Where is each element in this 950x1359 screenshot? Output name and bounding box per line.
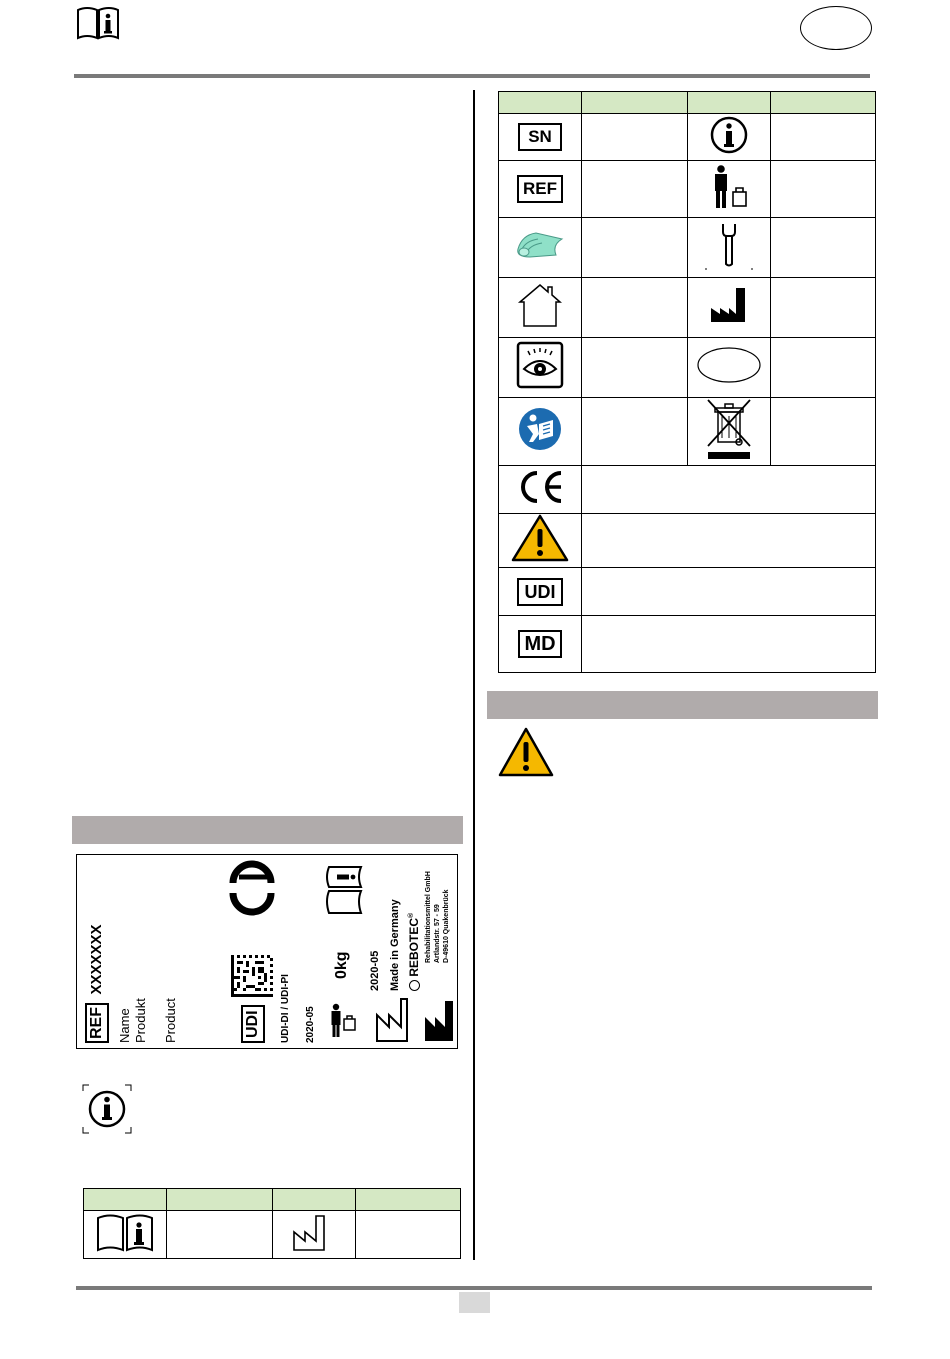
- label-produkt: Produkt: [133, 998, 148, 1043]
- brand-name: REBOTEC: [407, 917, 421, 977]
- label-made-in: Made in Germany: [389, 899, 401, 991]
- label-manual-icon: [325, 863, 365, 922]
- visual-inspection-eye-icon: [516, 341, 564, 389]
- label-date-code: 2020-05: [305, 1006, 316, 1043]
- wrench-icon: [704, 220, 754, 270]
- header-rule: [74, 74, 870, 78]
- label-user-weight-icon: [329, 1003, 357, 1044]
- udi-symbol: UDI: [517, 578, 563, 606]
- label-ref-code: XXXXXXX: [88, 924, 105, 995]
- manufacture-date-icon: [292, 1212, 336, 1252]
- left-symbols-table: [83, 1188, 461, 1259]
- page-number-box: [459, 1292, 490, 1313]
- read-manual-mandatory-icon: [517, 406, 563, 452]
- label-manufacture-date-icon: [375, 995, 409, 1048]
- label-company-line-1: Rehabilitationsmittel GmbH: [425, 871, 432, 963]
- label-ref-group: [85, 925, 109, 1044]
- medical-device-symbol: MD: [518, 630, 562, 658]
- language-oval: [800, 6, 872, 50]
- column-divider: [473, 90, 475, 1260]
- datamatrix-code: [231, 955, 273, 997]
- ce-mark-icon: [229, 857, 275, 922]
- label-udi-group: [241, 1005, 265, 1043]
- info-circle-icon: [82, 1084, 132, 1139]
- section-bar-right: [487, 691, 878, 719]
- info-icon: [709, 115, 749, 155]
- language-oval-icon: [696, 345, 762, 385]
- indoor-use-house-icon: [516, 282, 564, 328]
- label-weight: 0kg: [333, 951, 350, 979]
- label-name: Name: [117, 1008, 132, 1043]
- label-brand: REBOTEC®: [407, 913, 421, 991]
- warning-triangle-icon: [511, 514, 569, 562]
- label-ref-symbol: REF: [85, 1003, 109, 1043]
- section-bar-left: [72, 816, 463, 844]
- label-manufacturer-icon: [423, 997, 455, 1048]
- footer-rule: [76, 1286, 872, 1290]
- label-udi-text: UDI-DI / UDI-PI: [280, 974, 291, 1043]
- serial-number-symbol: SN: [518, 123, 562, 151]
- manual-book-icon: [96, 1212, 154, 1252]
- label-company-line-2: Artlandstr. 57 - 59: [434, 904, 441, 963]
- right-symbols-table: [498, 91, 876, 673]
- manufacturer-icon: [709, 286, 749, 324]
- weee-disposal-bin-icon: [704, 398, 754, 460]
- manual-info-icon: [76, 6, 120, 45]
- ce-conformity-icon: [515, 469, 565, 505]
- label-manufacture-date: 2020-05: [369, 950, 381, 991]
- reference-number-symbol: REF: [517, 175, 563, 203]
- label-udi-symbol: UDI: [241, 1005, 265, 1043]
- brand-logo-icon: [409, 980, 420, 991]
- label-company-line-3: D-49610 Quakenbrück: [443, 889, 450, 963]
- max-user-weight-icon: [709, 164, 749, 210]
- cleaning-cloth-icon: [512, 225, 568, 265]
- safety-warning-icon: [497, 726, 555, 783]
- product-label-sample: [76, 854, 458, 1049]
- label-product: Product: [163, 998, 178, 1043]
